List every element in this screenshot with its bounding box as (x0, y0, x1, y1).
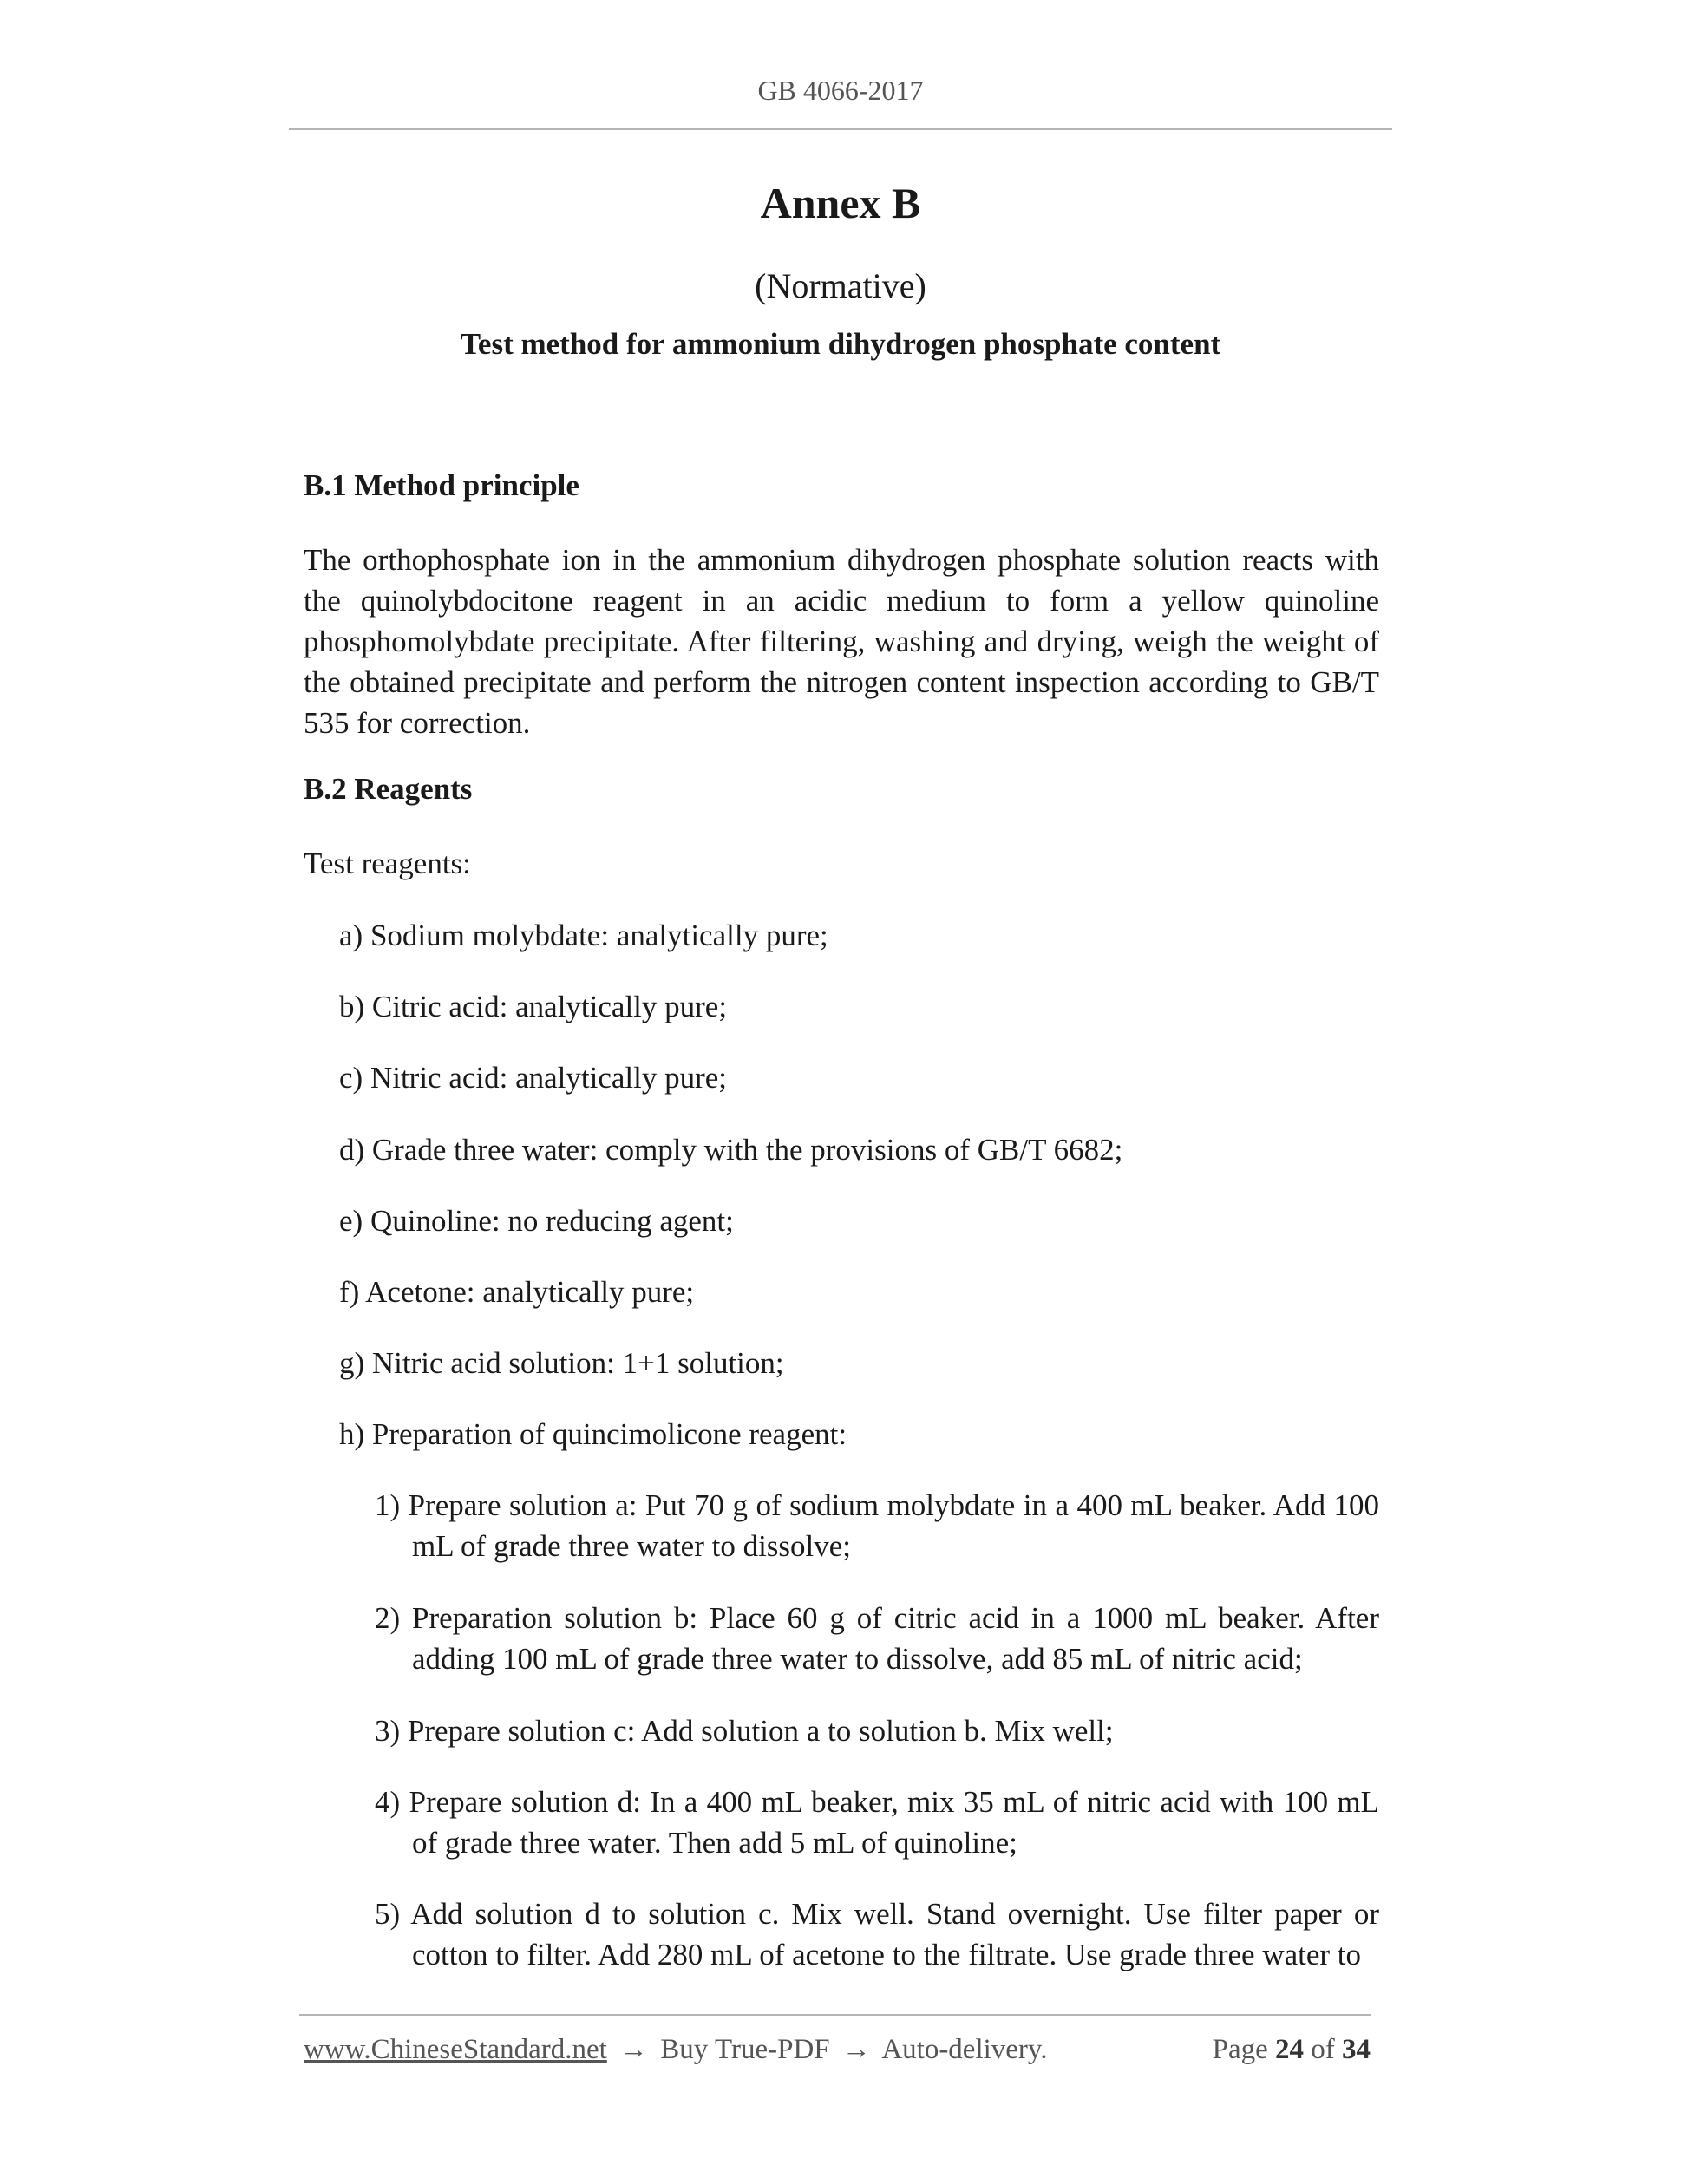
sub-list-item: 3) Prepare solution c: Add solution a to solution b. Mix well; (375, 1714, 1114, 1748)
right-arrow-icon: → (841, 2034, 871, 2065)
header-divider (289, 128, 1392, 130)
page-number (1213, 2034, 1371, 2066)
list-item: c) Nitric acid: analytically pure; (339, 1061, 728, 1095)
list-item: e) Quinoline: no reducing agent; (339, 1204, 734, 1238)
footer-links (304, 2034, 1048, 2066)
sub-list-item: 1) Prepare solution a: Put 70 g of sodium molybdate in a 400 mL beaker. Add 100 mL of grade three water to dissolve; (375, 1488, 1379, 1563)
list-item: a) Sodium molybdate: analytically pure; (339, 919, 828, 952)
section-heading-b2: B.2 Reagents (304, 772, 473, 806)
section-b2-intro: Test reagents: (304, 847, 471, 880)
list-item: h) Preparation of quincimolicone reagent: (339, 1417, 847, 1451)
annex-type: (Normative) (755, 266, 926, 305)
page-current: 24 (1275, 2034, 1304, 2065)
list-item: f) Acetone: analytically pure; (339, 1275, 695, 1309)
right-arrow-icon: → (619, 2034, 649, 2065)
delivery-text: Auto-delivery. (881, 2034, 1048, 2065)
list-item: b) Citric acid: analytically pure; (339, 990, 728, 1023)
annex-title: Annex B (760, 179, 921, 227)
website-link[interactable]: www.ChineseStandard.net (304, 2034, 607, 2065)
section-heading-b1: B.1 Method principle (304, 468, 579, 502)
page-total: 34 (1342, 2034, 1371, 2065)
page-label: Page (1212, 2034, 1268, 2065)
sub-list-item: 5) Add solution d to solution c. Mix well. Stand overnight. Use filter paper or cotton to filter. Add 280 mL of acetone to the filtrate. Use grade three water to (375, 1897, 1379, 1971)
buy-text: Buy True-PDF (660, 2034, 830, 2065)
footer-divider (299, 2014, 1371, 2016)
section-b1-paragraph: The orthophosphate ion in the ammonium dihydrogen phosphate solution reacts with the quinolybdocitone reagent in an acidic medium to form a yellow quinoline phosphomolybdate precipitate. After filtering, washing and drying, weigh the weight of the obtained precipitate and perform the nitrogen content inspection according to GB/T 535 for correction. (304, 543, 1379, 740)
page-of: of (1311, 2034, 1335, 2065)
list-item: d) Grade three water: comply with the provisions of GB/T 6682; (339, 1133, 1123, 1167)
annex-subtitle: Test method for ammonium dihydrogen phosphate content (460, 327, 1221, 361)
sub-list-item: 2) Preparation solution b: Place 60 g of citric acid in a 1000 mL beaker. After adding 100 mL of grade three water to dissolve, add 85 mL of nitric acid; (375, 1601, 1379, 1676)
document-header: GB 4066-2017 (757, 75, 924, 106)
sub-list-item: 4) Prepare solution d: In a 400 mL beaker, mix 35 mL of nitric acid with 100 mL of grade three water. Then add 5 mL of quinoline; (375, 1785, 1379, 1860)
list-item: g) Nitric acid solution: 1+1 solution; (339, 1346, 784, 1380)
